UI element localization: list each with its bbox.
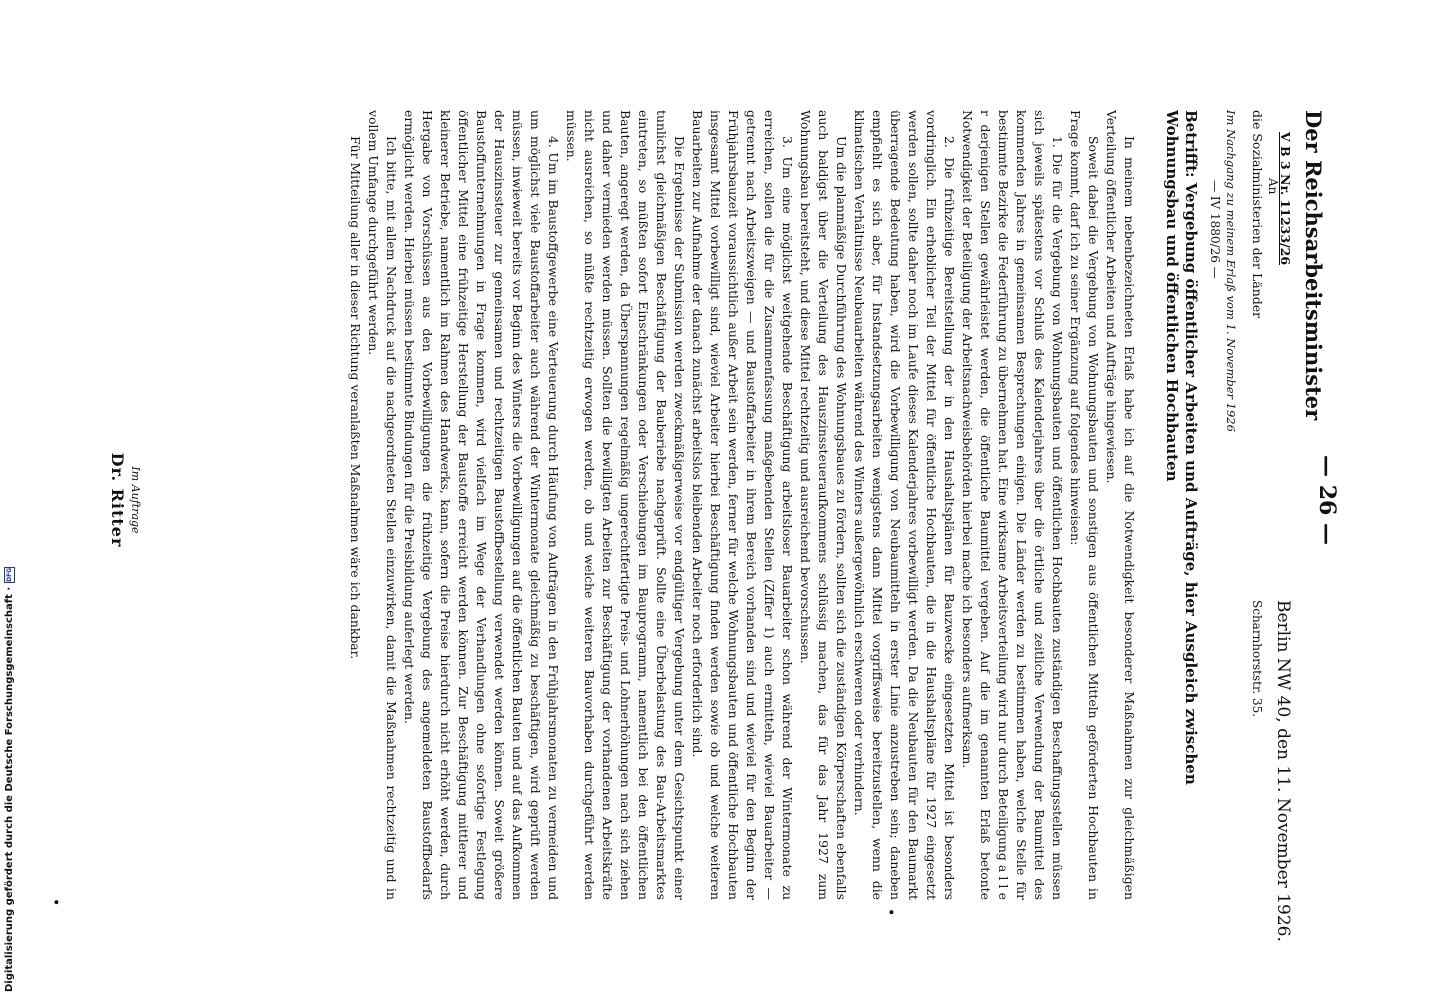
addressee: die Sozialministerien der Länder <box>1250 110 1265 319</box>
body-paragraph: 3. Um eine möglichst weitgehende Beschäftigung arbeitsloser Bauarbeiter schon während der Wintermonate zu erreichen, sollen die für die Zusammenfassung maßgebenden Stellen (Ziffer 1) auch ermitteln, wieviel Bauarbeiter — getrennt nach Arbeitszweigen — und Baustoffarbeiter in ihrem Bereich vorhanden sind und wieviel für den Beginn der Frühjahrsbauzeit voraussichtlich außer Arbeit sein werden, ferner für welche Wohnungsbauten und öffentliche Hochbauten insgesamt Mittel vorbewilligt sind, wieviel Arbeiter hierbei Beschäftigung finden werden sowie ob und welche weiteren Bauarbeiten zur Aufnahme der danach zunächst arbeitslos bleibenden Arbeiter noch erforderlich sind. <box>690 110 795 900</box>
margin-dot: • <box>882 908 898 917</box>
dfg-logo-icon: DFG <box>5 567 13 582</box>
body-paragraph: 2. Die frühzeitige Bereitstellung der in den Haushaltsplänen für Bauzwecke eingesetzten Mittel ist besonders vordringlich. Ein erheblicher Teil der Mittel für öffentliche Hochbauten, die in die Haushaltspläne für 1927 eingesetzt werden sollen, sollte daher noch im Laufe dieses Kalenderjahres vorbewilligt werden. Da die Neubauten für den Baumarkt überragende Bedeutung haben, wird die Vorbewilligung von Neubaumitteln in erster Linie anzustreben sein; daneben empfiehlt es sich aber, für Instandsetzungsarbeiten wenigstens dann Mittel vorgriffsweise bereitzustellen, wenn die klimatischen Verhältnisse Neubauarbeiten während des Winters außergewöhnlich erschweren oder verhindern. <box>852 110 957 900</box>
signature: Dr. Ritter <box>108 452 127 548</box>
body-paragraph: Die Ergebnisse der Submission werden zweckmäßigerweise vor endgültiger Vergebung unter dem Gesichtspunkt einer tunlichst gleichmäßigen Beschäftigung der Bauberiebe nachgeprüft. Sollte eine Überbelastung des Bau-Arbeitsmarktes eintreten, so müßten sofort Einschränkungen oder Verschiebungen im Bauprogramm, namentlich bei den öffentlichen Bauten, angeregt werden, da Überspannungen regelmäßig ungerechtfertigte Preis- und Lohnerhöhungen nach sich ziehen und daher vermieden werden müssen. Sollten die bewilligten Arbeiten zur Beschäftigung der vorhandenen Arbeitskräfte nicht ausreichen, so müßte rechtzeitig erwogen werden, ob und welche weiteren Bauvorhaben durchgeführt werden müssen. <box>564 110 687 900</box>
footer-text: Digitalisierung gefördert durch die Deutsche Forschungsgemeinschaft · <box>3 586 15 992</box>
subject-line: Betrifft: Vergebung öffentlicher Arbeiten und Aufträge, hier Ausgleich zwischen Wohnungsbau und öffentlichen Hochbauten <box>1163 110 1200 785</box>
prior-reference: Im Nachgang zu meinem Erlaß vom 1. November 1926 <box>1224 110 1238 432</box>
on-behalf-label: Im Auftrage <box>129 466 142 534</box>
reference-number: V B 3 Nr. 11233/26 <box>1278 132 1293 266</box>
street-address: Scharnhorststr. 35. <box>1250 600 1264 718</box>
sender-title: Der Reichsarbeitsminister <box>1301 110 1326 421</box>
place-date: Berlin NW 40, den 11. November 1926. <box>1273 600 1293 942</box>
signoff <box>108 0 144 1000</box>
body-paragraph: Soweit dabei die Vergebung von Wohnungsbauten und sonstigen aus öffentlichen Mitteln geförderten Hochbauten in Frage kommt, darf ich zu seiner Ergänzung auf folgendes hinweisen: <box>1068 110 1101 900</box>
prior-reference-number: — IV 1880/26 — <box>1208 180 1222 279</box>
addressee-label: An <box>1266 178 1280 195</box>
body-paragraph: 4. Um im Baustoffgewerbe eine Verteuerung durch Häufung von Aufträgen in den Frühjahrsmonaten zu vermeiden und um möglichst viele Baustoffarbeiter auch während der Wintermonate gleichmäßig zu beschäftigen, wird geprüft werden müssen, inwieweit bereits vor Beginn des Winters die Vorbewilligungen auf die öffentlichen Bauten und auf das Aufkommen der Hauszinssteuer zur gemeinsamen und rechtzeitigen Baustoffbestellung verwendet werden können. Soweit größere Baustoffunternehmungen in Frage kommen, wird vielfach im Wege der Verhandlungen ohne sofortige Festlegung öffentlicher Mittel eine frühzeitige Herstellung der Baustoffe erreicht werden können. Zur Beschäftigung mittlerer und kleinerer Betriebe, namentlich im Rahmen des Handwerks, kann, sofern die Preise hierdurch nicht erhöht werden, durch Hergabe von Vorschüssen aus den Vorbewilligungen die frühzeitige Vergebung des angemeldeten Baustoffbedarfs ermöglicht werden. Hierbei müssen bestimmte Bindungen für die Preisbildung auferlegt werden. <box>402 110 561 900</box>
margin-dot: • <box>47 898 63 907</box>
body-paragraph: 1. Die für die Vergebung von Wohnungsbauten und öffentlichen Hochbauten zuständigen Beschaffungsstellen müssen sich jeweils spätestens vor Schluß des Kalenderjahres über die örtliche und zeitliche Verwendung der Baumittel des kommenden Jahres in gemeinsamen Besprechungen einigen. Die Länder werden zu bestimmen haben, welche Stelle für bestimmte Bezirke die Federführung zu übernehmen hat. Eine wirksame Arbeitsverteilung wird nur durch Beteiligung a l l e r derjenigen Stellen gewährleistet werden, die öffentliche Baumittel vergeben. Auf die im genannten Erlaß betonte Notwendigkeit der Beteiligung der Arbeitsnachweisbehörden hierbei mache ich besonders aufmerksam. <box>960 110 1065 900</box>
page-number: — 26 — <box>1314 455 1340 545</box>
letter-body <box>346 110 1138 900</box>
body-paragraph: In meinem nebenbezeichneten Erlaß habe ich auf die Notwendigkeit besonderer Maßnahmen zur gleichmäßigen Verteilung öffentlicher Arbeiten und Aufträge hingewiesen. <box>1104 110 1137 900</box>
body-paragraph: Ich bitte, mit allem Nachdruck auf die nachgeordneten Stellen einzuwirken, damit die Maßnahmen rechtzeitig und in vollem Umfange durchgeführt werden. <box>366 110 399 900</box>
digitization-footer <box>2 2 16 992</box>
body-paragraph: Für Mitteilung aller in dieser Richtung veranlaßten Maßnahmen wäre ich dankbar. <box>348 136 363 660</box>
body-paragraph: Um die planmäßige Durchführung des Wohnungsbaues zu fördern, sollten sich die zuständigen Körperschaften ebenfalls auch baldigst über die Verteilung des Hauszinssteueraufkommens schlüssig machen, das für das Jahr 1927 zum Wohnungsbau bereitsteht, und diese Mittel rechtzeitig und ausreichend bevorschussen. <box>798 110 849 900</box>
